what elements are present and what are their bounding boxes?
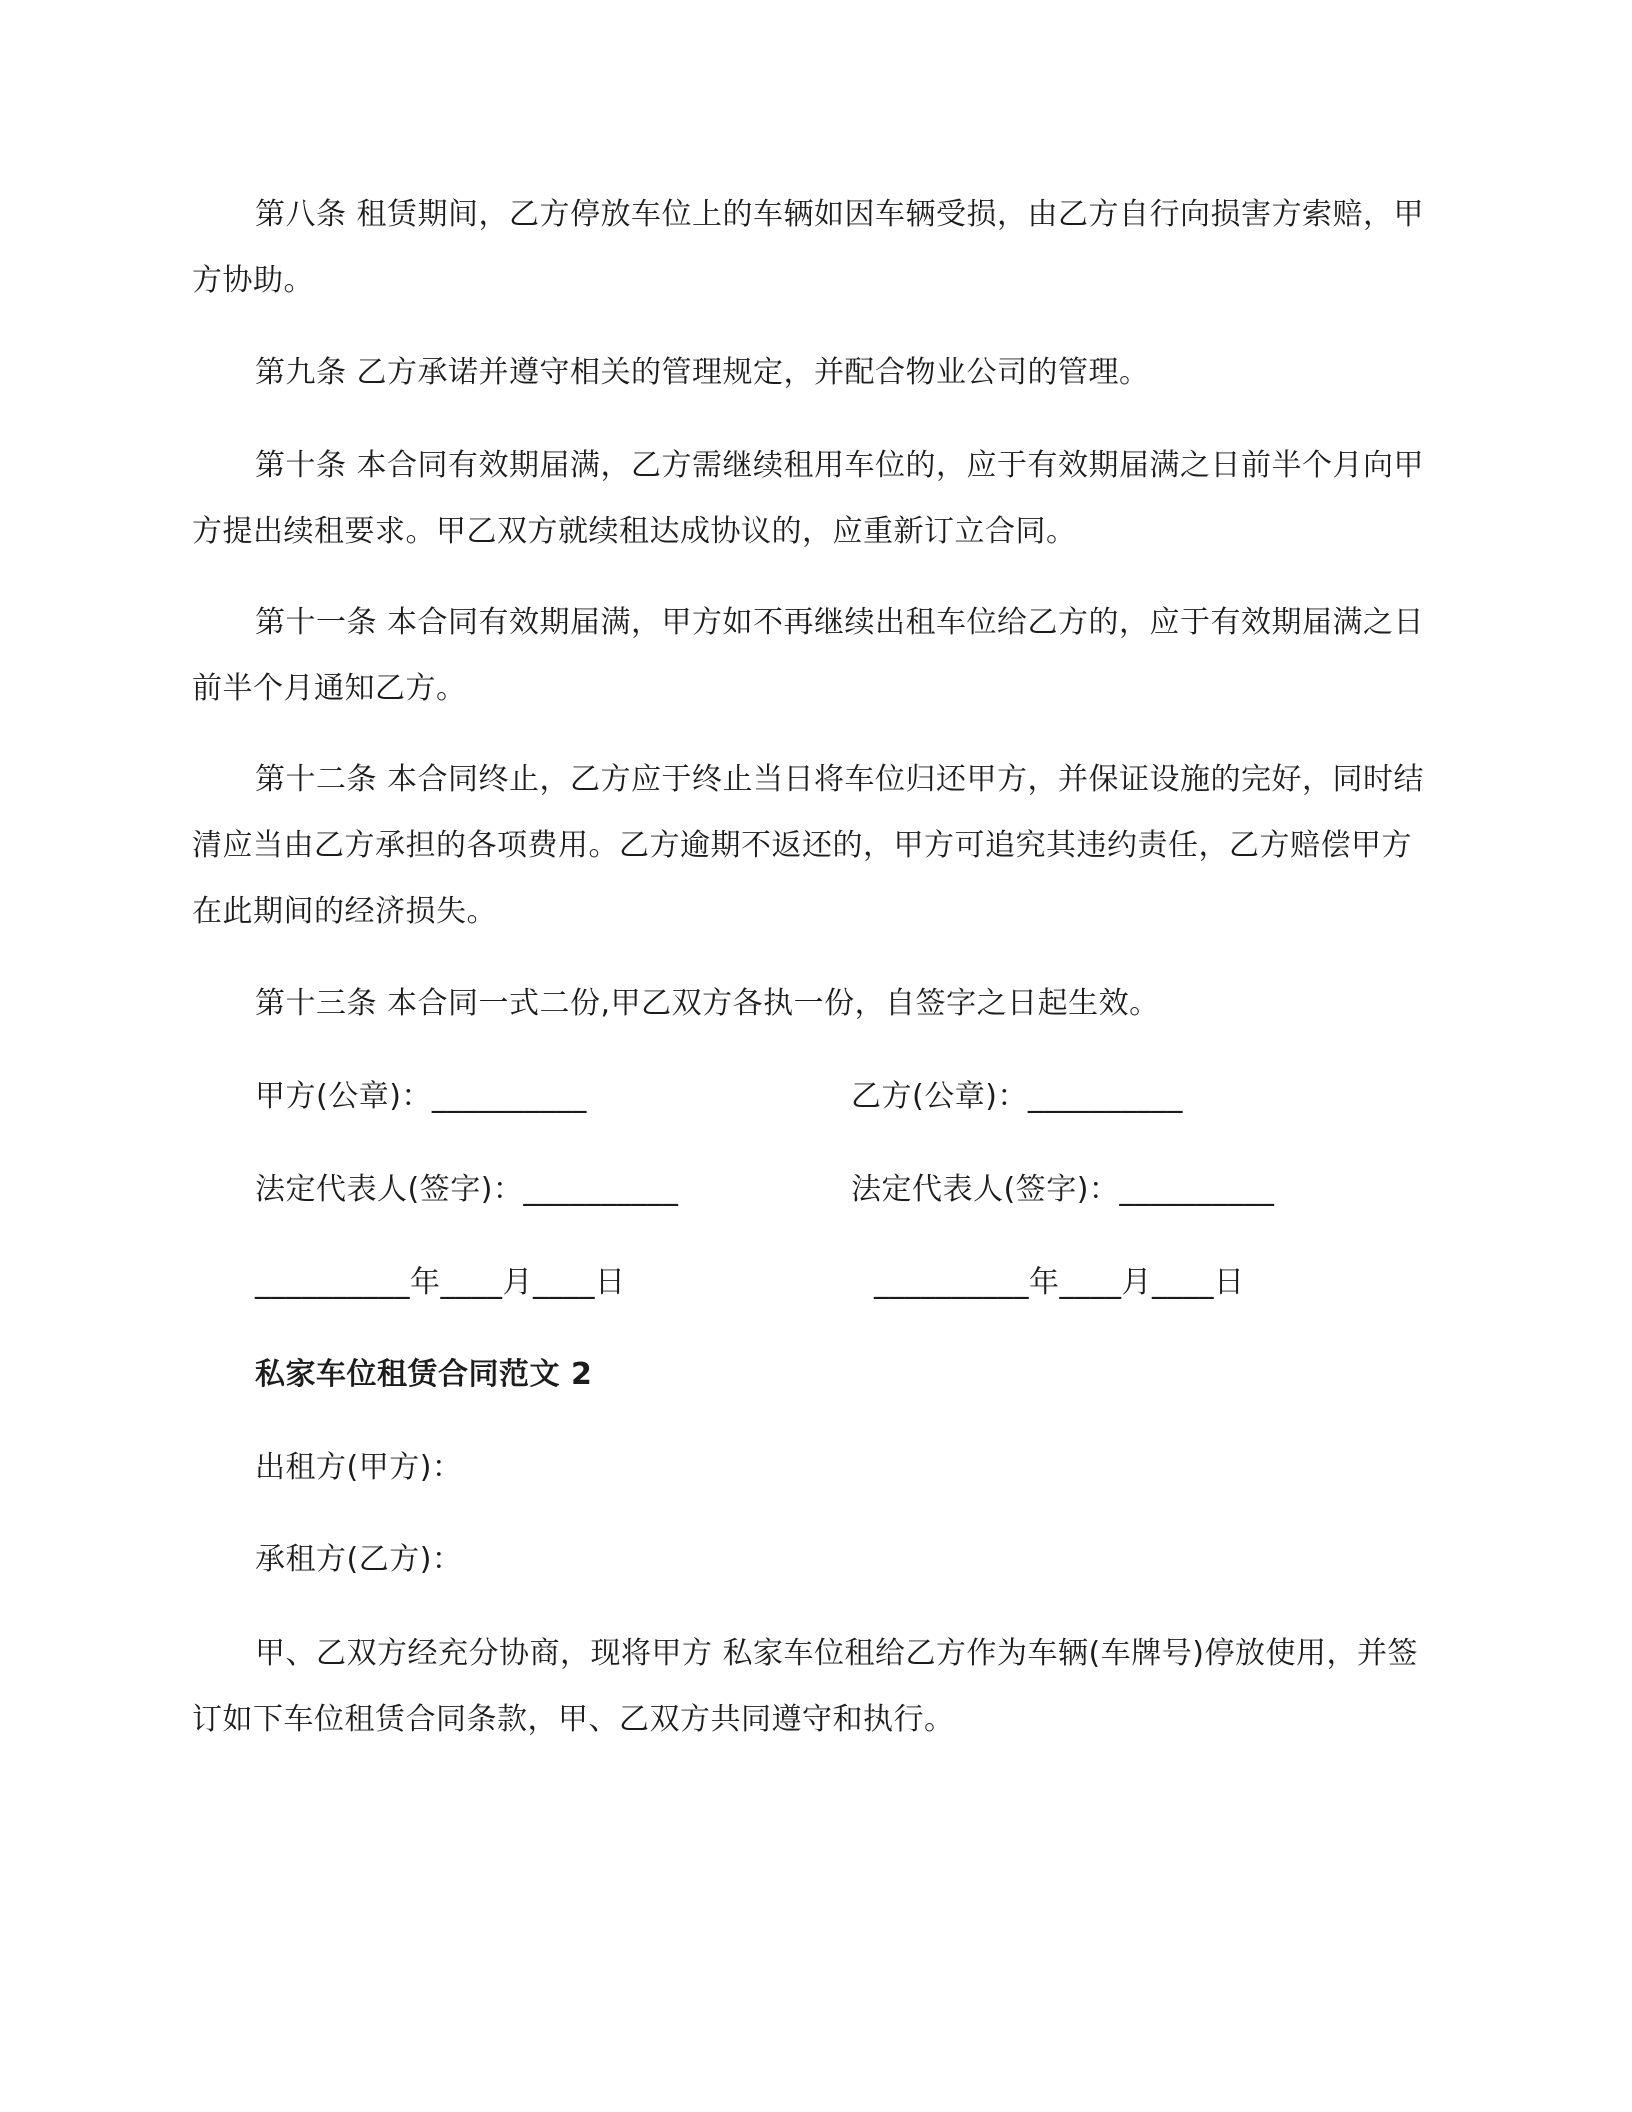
party-b-seal-line: 乙方(公章)：__________ <box>851 1079 1183 1114</box>
party-b-date-line: __________年____月____日 <box>874 1265 1245 1300</box>
section-2-title: 私家车位租赁合同范文 2 <box>255 1357 593 1392</box>
party-b-representative-line: 法定代表人(签字)：__________ <box>851 1172 1275 1207</box>
article-12: 第十二条 本合同终止，乙方应于终止当日将车位归还甲方，并保证设施的完好，同时结清应当由乙方承担的各项费用。乙方逾期不返还的，甲方可追究其违约责任，乙方赔偿甲方在此期间的经济损失。 <box>192 762 1425 929</box>
article-8: 第八条 租赁期间，乙方停放车位上的车辆如因车辆受损，由乙方自行向损害方索赔，甲方协助。 <box>192 197 1425 298</box>
article-9: 第九条 乙方承诺并遵守相关的管理规定，并配合物业公司的管理。 <box>255 355 1150 390</box>
lessor-line: 出租方(甲方)： <box>255 1450 463 1485</box>
article-10: 第十条 本合同有效期届满，乙方需继续租用车位的，应于有效期届满之日前半个月向甲方提出续租要求。甲乙双方就续租达成协议的，应重新订立合同。 <box>192 448 1425 549</box>
lessee-line: 承租方(乙方)： <box>255 1542 463 1577</box>
party-a-representative-line: 法定代表人(签字)：__________ <box>255 1172 679 1207</box>
party-a-date-line: __________年____月____日 <box>255 1265 626 1300</box>
party-a-seal-line: 甲方(公章)：__________ <box>255 1079 587 1114</box>
article-13: 第十三条 本合同一式二份,甲乙双方各执一份，自签字之日起生效。 <box>255 986 1160 1021</box>
article-11: 第十一条 本合同有效期届满，甲方如不再继续出租车位给乙方的，应于有效期届满之日前半个月通知乙方。 <box>192 605 1425 706</box>
section-2-intro: 甲、乙双方经充分协商，现将甲方 私家车位租给乙方作为车辆(车牌号)停放使用，并签订如下车位租赁合同条款，甲、乙双方共同遵守和执行。 <box>192 1636 1418 1737</box>
